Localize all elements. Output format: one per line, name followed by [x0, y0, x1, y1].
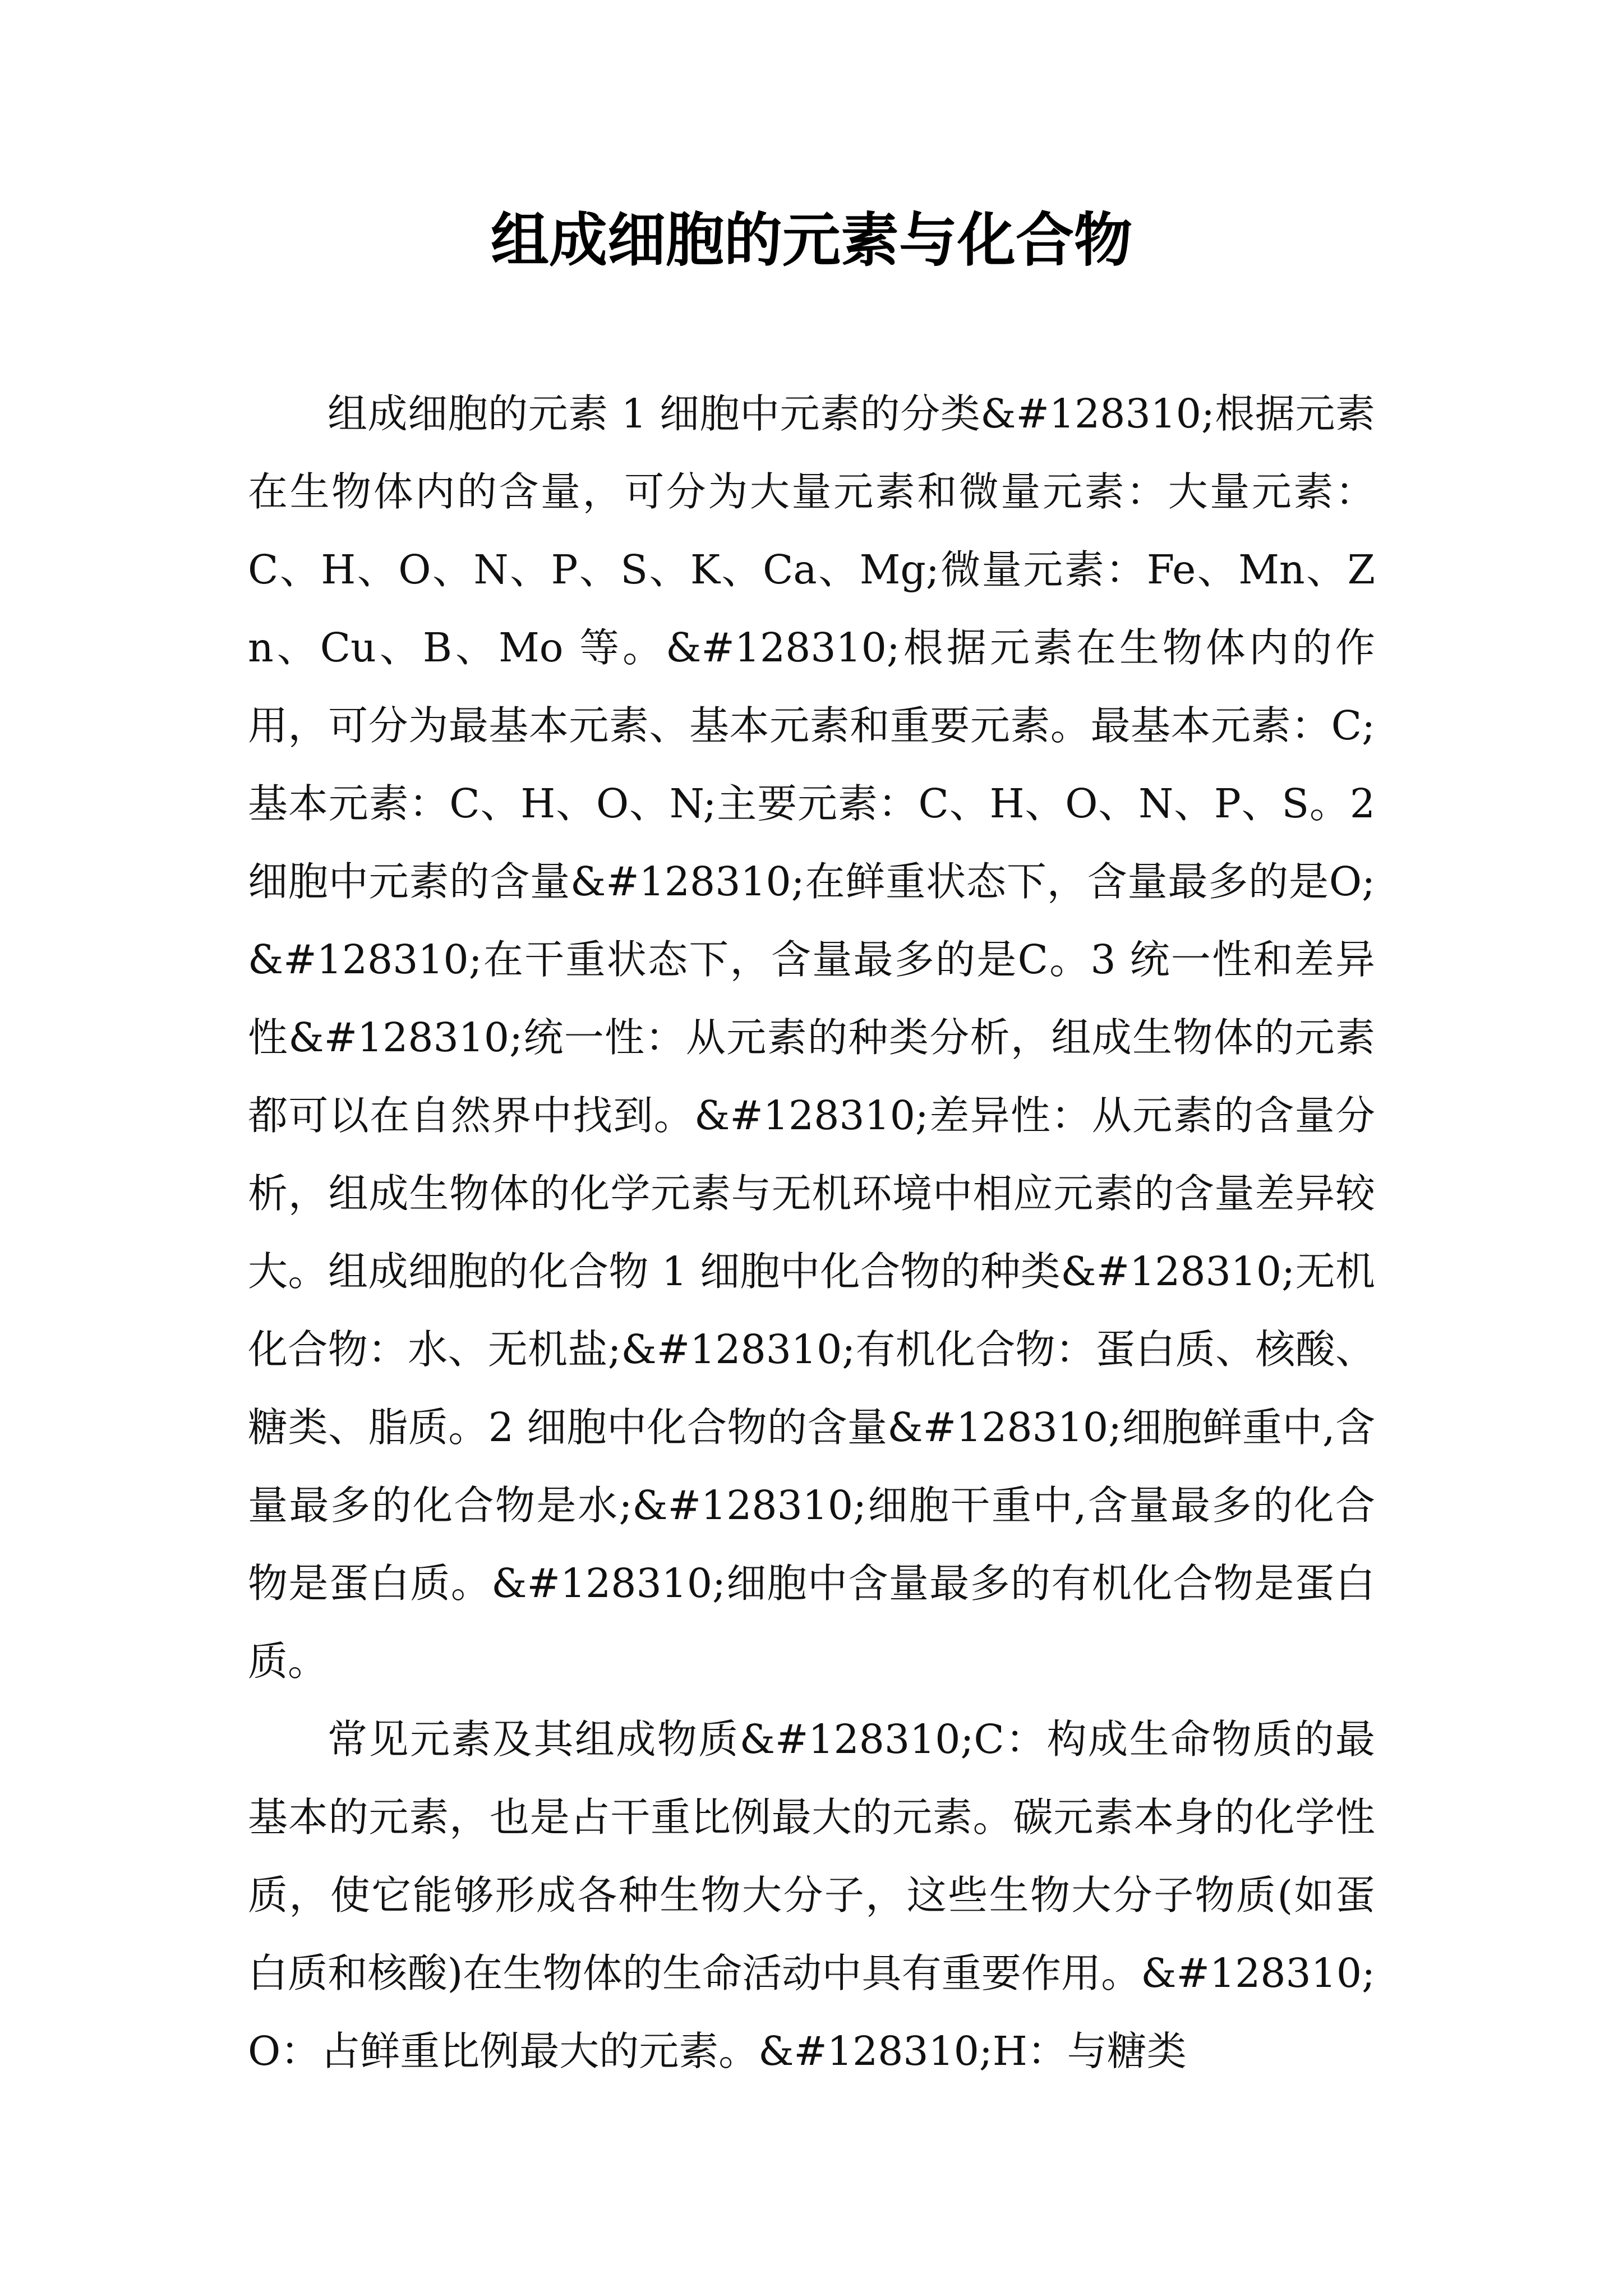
document-body — [248, 375, 1375, 2090]
document-title: 组成细胞的元素与化合物 — [490, 205, 1132, 274]
paragraph-common-elements: 常见元素及其组成物质&#128310;C：构成生命物质的最基本的元素，也是占干重比例最大的元素。碳元素本身的化学性质，使它能够形成各种生物大分子，这些生物大分子物质(如蛋白质和核酸)在生物体的生命活动中具有重要作用。&#128310;O：占鲜重比例最大的元素。&#128310;H：与糖类 — [248, 1716, 1375, 2074]
paragraph-elements-and-compounds: 组成细胞的元素 1 细胞中元素的分类&#128310;根据元素在生物体内的含量，可分为大量元素和微量元素：大量元素：C、H、O、N、P、S、K、Ca、Mg;微量元素：Fe、Mn、Zn、Cu、B、Mo 等。&#128310;根据元素在生物体内的作用，可分为最基本元素、基本元素和重要元素。最基本元素：C;基本元素：C、H、O、N;主要元素：C、H、O、N、P、S。2 细胞中元素的含量&#128310;在鲜重状态下，含量最多的是O;&#128310;在干重状态下，含量最多的是C。3 统一性和差异性&#128310;统一性：从元素的种类分析，组成生物体的元素都可以在自然界中找到。&#128310;差异性：从元素的含量分析，组成生物体的化学元素与无机环境中相应元素的含量差异较大。组成细胞的化合物 1 细胞中化合物的种类&#128310;无机化合物：水、无机盐;&#128310;有机化合物：蛋白质、核酸、糖类、脂质。2 细胞中化合物的含量&#128310;细胞鲜重中,含量最多的化合物是水;&#128310;细胞干重中,含量最多的化合物是蛋白质。&#128310;细胞中含量最多的有机化合物是蛋白质。 — [248, 390, 1375, 1685]
